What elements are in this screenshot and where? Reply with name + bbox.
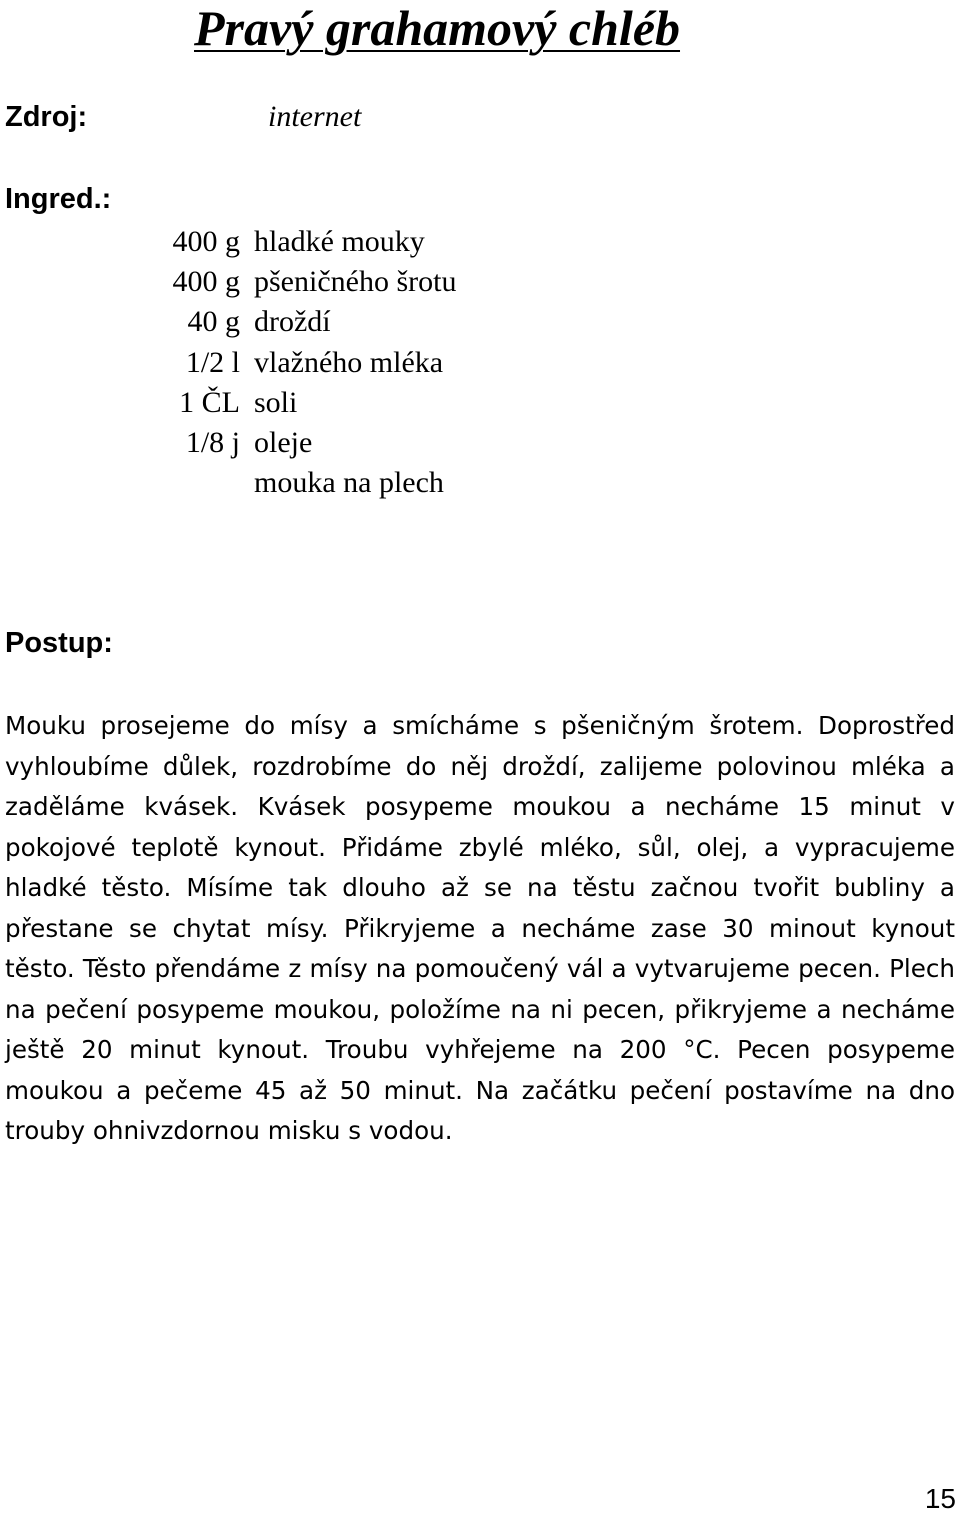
source-value: internet [268, 100, 362, 133]
ingredient-quantity: 400 g [172, 225, 240, 259]
ingredient-quantity: 400 g [172, 265, 240, 299]
ingredient-quantity: 1 ČL [179, 385, 240, 419]
source-label: Zdroj: [5, 101, 88, 133]
ingredient-quantity: 1/8 j [185, 426, 240, 460]
ingredient-name: oleje [254, 426, 313, 460]
ingredient-name: vlažného mléka [254, 345, 444, 379]
ingredient-row [120, 262, 456, 302]
ingredient-quantity: 1/2 l [185, 345, 240, 379]
ingredient-row [120, 302, 456, 342]
ingredient-name: mouka na plech [254, 466, 444, 500]
ingredient-row [120, 343, 456, 383]
ingredient-name: soli [254, 385, 298, 419]
ingredient-quantity: 40 g [187, 305, 240, 339]
ingredient-row [120, 222, 456, 262]
procedure-label: Postup: [5, 627, 113, 659]
ingredient-row [120, 383, 456, 423]
ingredient-name: droždí [254, 305, 331, 339]
ingredient-row [120, 423, 456, 463]
ingredient-name: pšeničného šrotu [254, 265, 457, 299]
ingredient-row [120, 463, 456, 503]
ingredients-label: Ingred.: [5, 183, 112, 215]
procedure-text: Mouku prosejeme do mísy a smícháme s pšeničným šrotem. Doprostřed vyhloubíme důlek, rozdrobíme do něj droždí, zalijeme polovinou mléka a zaděláme kvásek. Kvásek posypeme moukou a necháme 15 minut v pokojové teplotě kynout. Přidáme zbylé mléko, sůl, olej, a vypracujeme hladké těsto. Mísíme tak dlouho až se na těstu začnou tvořit bubliny a přestane se chytat mísy. Přikryjeme a necháme zase 30 minout kynout těsto. Těsto přendáme z mísy na pomoučený vál a vytvarujeme pecen. Plech na pečení posypeme moukou, položíme na ni pecen, přikryjeme a necháme ještě 20 minut kynout. Troubu vyhřejeme na 200 °C. Pecen posypeme moukou a pečeme 45 až 50 minut. Na začátku pečení postavíme na dno trouby ohnivzdornou misku s vodou. [5, 711, 955, 1145]
page-number: 15 [924, 1483, 956, 1514]
ingredient-list [120, 222, 456, 503]
ingredient-name: hladké mouky [254, 225, 425, 259]
page-title: Pravý grahamový chléb [194, 0, 681, 56]
